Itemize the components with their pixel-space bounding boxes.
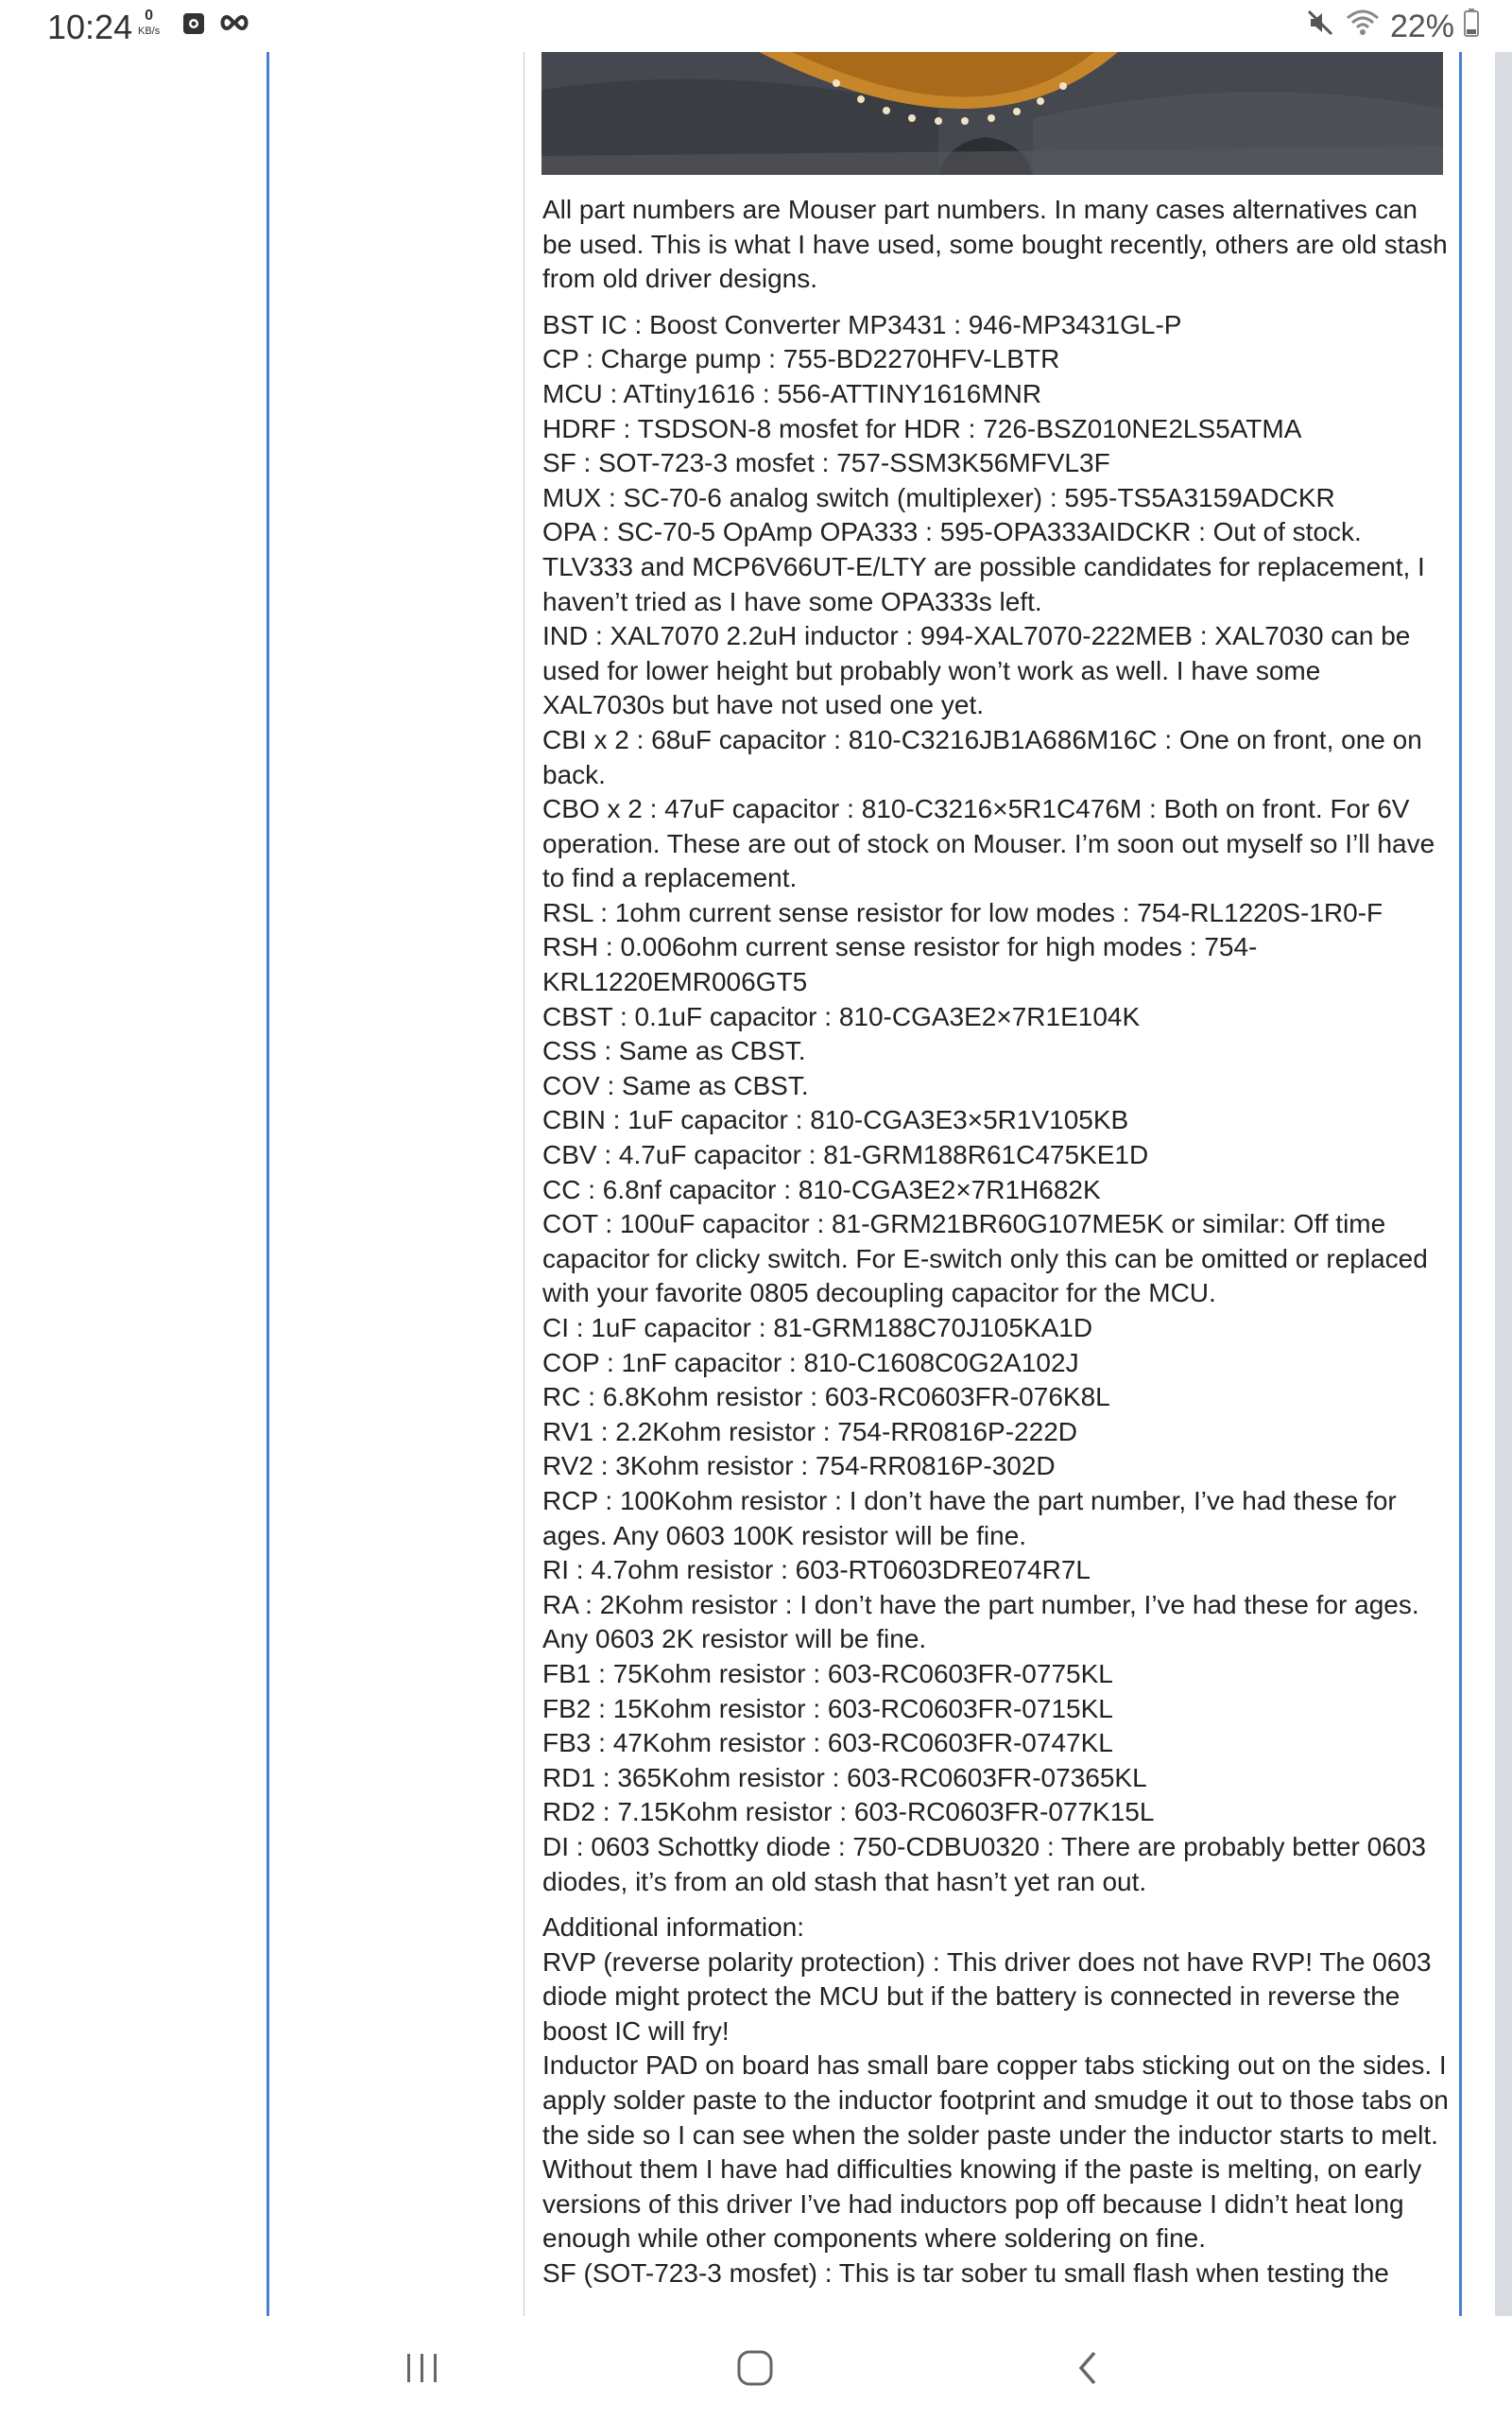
part-line: RD1 : 365Kohm resistor : 603-RC0603FR-07365KL — [542, 1762, 1147, 1792]
part-line: SF : SOT-723-3 mosfet : 757-SSM3K56MFVL3F — [542, 448, 1110, 478]
driver-board-photo[interactable] — [541, 52, 1443, 175]
part-line: COT : 100uF capacitor : 81-GRM21BR60G107ME5K or similar: Off time capacitor for clicky switch. For E-switch only this can be omitted or replaced with your favorite 0805 decoupling capacitor for the MCU. — [542, 1209, 1428, 1308]
part-line: RI : 4.7ohm resistor : 603-RT0603DRE074R7L — [542, 1555, 1091, 1585]
network-speed-unit: KB/s — [138, 26, 161, 37]
part-line: RV1 : 2.2Kohm resistor : 754-RR0816P-222D — [542, 1416, 1077, 1446]
parts-list — [542, 308, 1450, 1899]
post-intro: All part numbers are Mouser part numbers. In many cases alternatives can be used. This is what I have used, some bought recently, others are old stash from old driver designs. — [542, 195, 1448, 294]
status-time: 10:24 — [47, 8, 133, 46]
part-line: RD2 : 7.15Kohm resistor : 603-RC0603FR-077K15L — [542, 1797, 1155, 1827]
battery-level: 22% — [1389, 8, 1454, 44]
additional-paragraph: SF (SOT-723-3 mosfet) : This is tar sober tu small flash when testing the — [542, 2258, 1389, 2289]
part-line: MCU : ATtiny1616 : 556-ATTINY1616MNR — [542, 378, 1042, 408]
part-line: FB2 : 15Kohm resistor : 603-RC0603FR-0715KL — [542, 1693, 1113, 1723]
part-line: CI : 1uF capacitor : 81-GRM188C70J105KA1D — [542, 1313, 1093, 1342]
post-left-border — [266, 52, 269, 2316]
part-line: CBIN : 1uF capacitor : 810-CGA3E3×5R1V105KB — [542, 1105, 1129, 1135]
part-line: MUX : SC-70-6 analog switch (multiplexer) : 595-TS5A3159ADCKR — [542, 482, 1335, 512]
recent-apps-icon — [404, 2352, 441, 2389]
part-line: CBST : 0.1uF capacitor : 810-CGA3E2×7R1E104K — [542, 1001, 1141, 1031]
wifi-icon — [1345, 9, 1381, 45]
part-line: DI : 0603 Schottky diode : 750-CDBU0320 : There are probably better 0603 diodes, it’s from an old stash that hasn’t yet ran out. — [542, 1831, 1426, 1896]
part-line: CBV : 4.7uF capacitor : 81-GRM188R61C475KE1D — [542, 1140, 1149, 1170]
part-line: BST IC : Boost Converter MP3431 : 946-MP3431GL-P — [542, 309, 1182, 339]
status-right — [1305, 8, 1479, 45]
part-line: RSL : 1ohm current sense resistor for low modes : 754-RL1220S-1R0-F — [542, 897, 1383, 927]
part-line: COP : 1nF capacitor : 810-C1608C0G2A102J — [542, 1347, 1079, 1377]
part-line: CBI x 2 : 68uF capacitor : 810-C3216JB1A686M16C : One on front, one on back. — [542, 724, 1422, 789]
part-line: HDRF : TSDSON-8 mosfet for HDR : 726-BSZ010NE2LS5ATMA — [542, 413, 1302, 443]
part-line: IND : XAL7070 2.2uH inductor : 994-XAL7070-222MEB : XAL7030 can be used for lower height but probably won’t work as well. I have some XAL7030s but have not used one yet. — [542, 621, 1411, 720]
driver-board-photo-graphic — [541, 52, 1443, 175]
part-line: FB3 : 47Kohm resistor : 603-RC0603FR-0747KL — [542, 1728, 1113, 1758]
home-icon — [736, 2349, 774, 2392]
back-button[interactable] — [1055, 2337, 1121, 2403]
home-button[interactable] — [722, 2337, 788, 2403]
network-speed-value: 0 — [145, 8, 154, 24]
part-line: CC : 6.8nf capacitor : 810-CGA3E2×7R1H682K — [542, 1174, 1101, 1204]
battery-icon — [1464, 9, 1479, 45]
recent-apps-button[interactable] — [389, 2337, 455, 2403]
photo-icon — [181, 11, 206, 41]
mute-icon — [1305, 8, 1335, 46]
infinity-icon — [219, 13, 249, 37]
additional-info — [542, 1910, 1450, 2291]
page-scrollbar[interactable] — [1495, 52, 1512, 2316]
additional-paragraph: RVP (reverse polarity protection) : This driver does not have RVP! The 0603 diode might protect the MCU but if the battery is connected in reverse the boost IC will fry! — [542, 1946, 1432, 2046]
additional-paragraph: Inductor PAD on board has small bare copper tabs sticking out on the sides. I apply solder paste to the inductor footprint and smudge it out to those tabs on the side so I can see when the solder paste under the inductor starts to melt. Without them I have had difficulties knowing if the paste is melting, on early versions of this driver I’ve had inductors pop off because I didn’t heat long enough while other components where soldering on fine. — [542, 2050, 1449, 2254]
post-right-border — [1459, 52, 1462, 2316]
part-line: CP : Charge pump : 755-BD2270HFV-LBTR — [542, 344, 1060, 374]
post-body — [542, 193, 1450, 2291]
navigation-bar — [0, 2316, 1512, 2420]
part-line: RSH : 0.006ohm current sense resistor for high modes : 754-KRL1220EMR006GT5 — [542, 932, 1258, 997]
network-speed — [138, 9, 160, 39]
part-line: OPA : SC-70-5 OpAmp OPA333 : 595-OPA333AIDCKR : Out of stock. TLV333 and MCP6V66UT-E/LTY are possible candidates for replacement, I haven’t tried as I have some OPA333s left. — [542, 517, 1425, 616]
part-line: RCP : 100Kohm resistor : I don’t have the part number, I’ve had these for ages. Any 0603 100K resistor will be fine. — [542, 1485, 1397, 1550]
part-line: FB1 : 75Kohm resistor : 603-RC0603FR-0775KL — [542, 1658, 1113, 1688]
part-line: COV : Same as CBST. — [542, 1070, 809, 1100]
status-bar — [0, 0, 1512, 52]
part-line: RC : 6.8Kohm resistor : 603-RC0603FR-076K8L — [542, 1382, 1110, 1412]
additional-heading: Additional information: — [542, 1912, 805, 1943]
part-line: CBO x 2 : 47uF capacitor : 810-C3216×5R1C476M : Both on front. For 6V operation. These are out of stock on Mouser. I’m soon out myself so I’ll have to find a replacement. — [542, 794, 1435, 893]
part-line: CSS : Same as CBST. — [542, 1036, 806, 1066]
part-line: RA : 2Kohm resistor : I don’t have the part number, I’ve had these for ages. Any 0603 2K resistor will be fine. — [542, 1589, 1419, 1654]
back-icon — [1074, 2349, 1102, 2392]
part-line: RV2 : 3Kohm resistor : 754-RR0816P-302D — [542, 1451, 1056, 1481]
